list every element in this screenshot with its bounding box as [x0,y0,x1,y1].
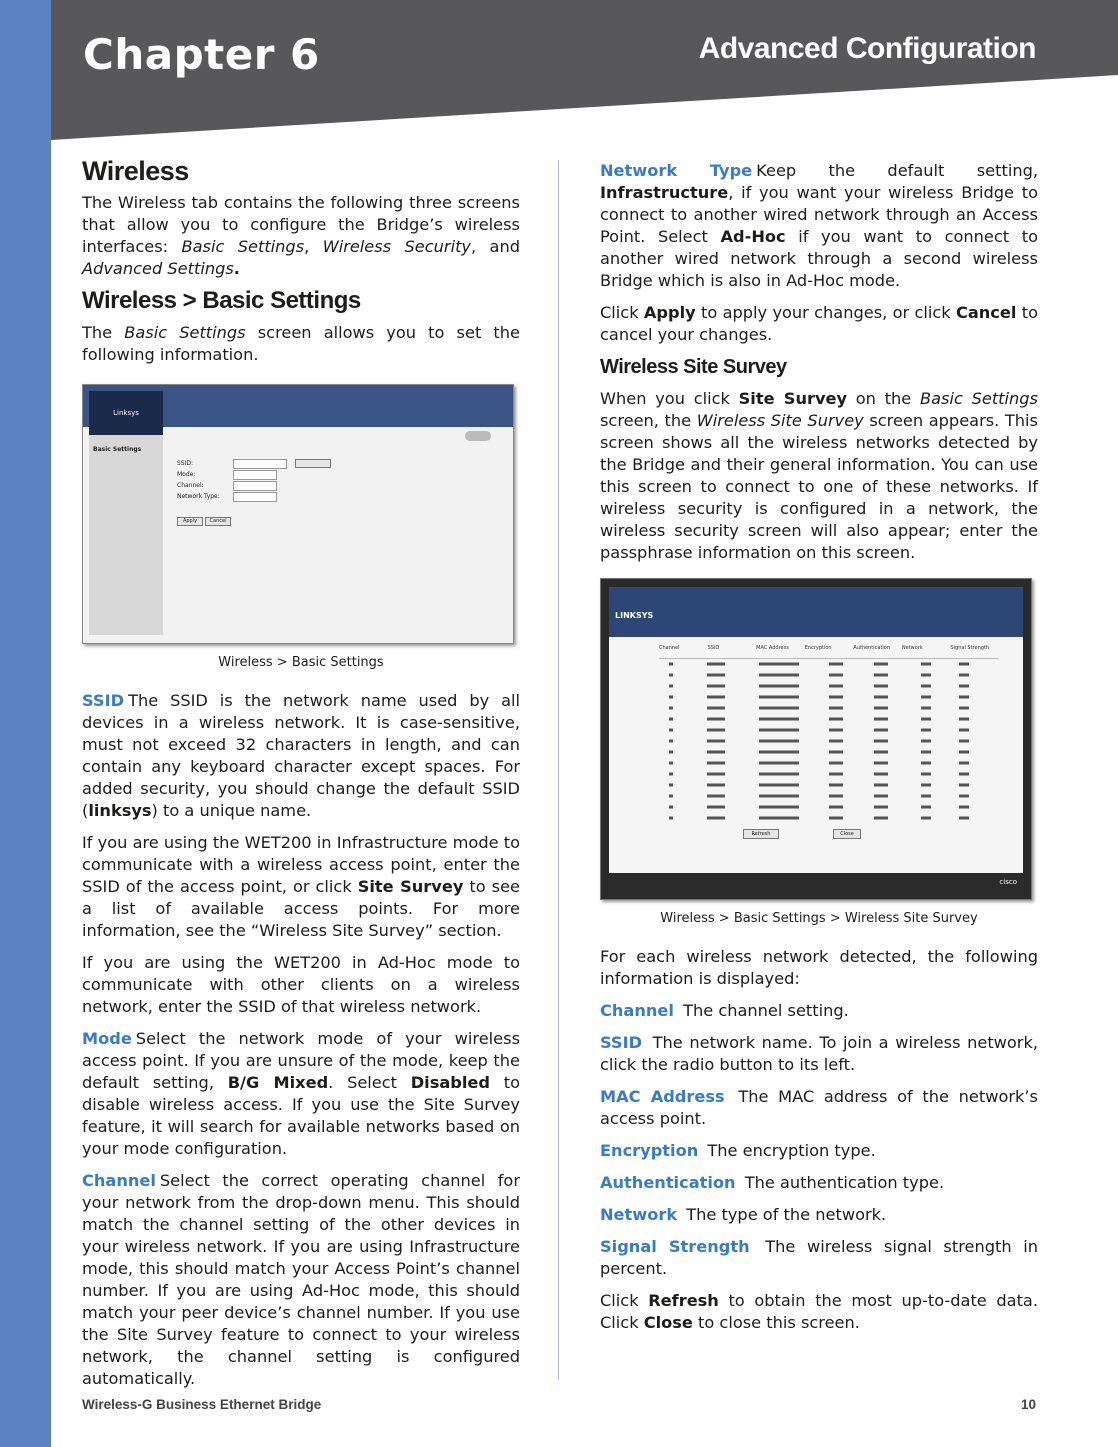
table-cell [759,718,799,721]
adhoc-paragraph: If you are using the WET200 in Ad-Hoc mode to communicate with other clients on a wireless network, enter the SSID of that wireless network. [82,953,520,1016]
site-survey-screenshot [600,578,1032,900]
channel-definition: Channel Select the correct operating channel for your network from the drop-down menu. This should match the channel setting of the other devices in your wireless network. If you are using Infrastructure mode, this should match your Access Point’s channel number. If you are using Ad-Hoc mode, this should match your peer device’s channel number. If you use the Site Survey feature to connect to your wireless network, the channel setting is configured automatically. [82,1171,520,1388]
table-cell [829,696,843,699]
table-cell [959,806,969,809]
table-cell [874,784,888,787]
channel-select [233,481,277,491]
ssid-field [233,459,287,469]
table-cell [921,696,931,699]
table-cell [707,817,725,820]
table-cell [669,729,673,732]
table-cell [759,707,799,710]
table-cell [921,751,931,754]
linksys-logo: LINKSYS [615,611,654,620]
table-cell [669,663,673,666]
cancel-button: Cancel [205,517,231,526]
survey-table-header: Channel SSID MAC Address Encryption Authentication Network Signal Strength [659,645,990,651]
table-cell [921,784,931,787]
mode-select [233,470,277,480]
table-cell [707,806,725,809]
table-cell [959,817,969,820]
table-cell [959,795,969,798]
basic-settings-screenshot [82,384,514,644]
table-cell [874,773,888,776]
table-cell [921,806,931,809]
table-cell [874,707,888,710]
table-cell [921,718,931,721]
figure-caption: Wireless > Basic Settings > Wireless Site Survey [660,911,978,926]
table-cell [707,685,725,688]
table-cell [707,773,725,776]
table-cell [921,663,931,666]
table-cell [707,751,725,754]
page-number: 10 [1020,1397,1036,1412]
table-cell [829,674,843,677]
table-cell [669,674,673,677]
definition-network: Network The type of the network. [600,1205,887,1224]
table-cell [921,729,931,732]
table-cell [669,751,673,754]
screenshot-inner [609,587,1023,873]
sidebar-stripe [0,0,51,1447]
table-cell [707,707,725,710]
table-cell [669,696,673,699]
definition-authentication: Authentication The authentication type. [600,1173,945,1192]
table-cell [959,663,969,666]
basic-settings-intro: The Basic Settings screen allows you to set the following information. [82,323,520,364]
table-cell [959,762,969,765]
infrastructure-paragraph: If you are using the WET200 in Infrastructure mode to communicate with a wireless access point, enter the SSID of the access point, or click Site Survey to see a list of available access points. For more information, see the “Wireless Site Survey” section. [82,833,520,940]
help-button [465,431,491,441]
table-cell [829,751,843,754]
table-cell [707,663,725,666]
table-cell [707,795,725,798]
table-cell [669,784,673,787]
site-survey-button [295,459,331,468]
table-cell [874,696,888,699]
table-cell [829,795,843,798]
table-cell [874,817,888,820]
table-cell [874,729,888,732]
section-heading-site-survey: Wireless Site Survey [600,356,787,378]
apply-cancel-paragraph: Click Apply to apply your changes, or click Cancel to cancel your changes. [600,303,1038,344]
column-divider [558,160,559,1380]
right-column [600,160,1038,1344]
figure-basic-settings [82,384,520,674]
screenshot-form: SSID: Mode: Channel: Network Type: [177,460,220,500]
footer-product-name: Wireless-G Business Ethernet Bridge [82,1397,322,1412]
definition-mac-address: MAC Address The MAC address of the network’s access point. [600,1087,1038,1128]
table-cell [759,751,799,754]
definition-ssid: SSID The network name. To join a wireless network, click the radio button to its left. [600,1033,1038,1074]
chapter-number: Chapter 6 [83,30,320,79]
screenshot-left-panel: Basic Settings [89,435,163,635]
definition-channel: Channel The channel setting. [600,1001,849,1020]
table-cell [829,773,843,776]
table-cell [707,718,725,721]
each-network-paragraph: For each wireless network detected, the following information is displayed: [600,947,1038,988]
table-cell [959,773,969,776]
table-cell [959,740,969,743]
table-cell [669,817,673,820]
network-type-definition: Network Type Keep the default setting, Infrastructure, if you want your wireless Bridge to connect to another wired network through an Access Point. Select Ad-Hoc if you want to connect to another wired network through a second wireless Bridge which is also in Ad-Hoc mode. [600,161,1038,290]
table-cell [759,674,799,677]
table-cell [874,674,888,677]
table-cell [921,817,931,820]
table-cell [959,751,969,754]
table-cell [829,663,843,666]
table-cell [959,718,969,721]
definition-signal-strength: Signal Strength The wireless signal strength in percent. [600,1237,1038,1278]
table-cell [959,729,969,732]
table-cell [669,762,673,765]
table-cell [874,663,888,666]
table-cell [829,762,843,765]
table-cell [707,696,725,699]
table-cell [874,740,888,743]
table-cell [959,784,969,787]
table-cell [921,773,931,776]
section-heading-basic-settings: Wireless > Basic Settings [82,287,361,314]
table-cell [874,751,888,754]
figure-site-survey [600,578,1038,930]
close-button: Close [833,829,861,839]
table-cell [759,663,799,666]
section-heading-wireless: Wireless [82,156,189,186]
table-cell [959,674,969,677]
definition-encryption: Encryption The encryption type. [600,1141,876,1160]
figure-caption: Wireless > Basic Settings [218,655,384,670]
cisco-logo: cisco [999,878,1017,886]
table-cell [669,773,673,776]
table-cell [829,718,843,721]
table-cell [759,696,799,699]
table-cell [921,674,931,677]
table-cell [874,762,888,765]
table-cell [829,784,843,787]
table-cell [759,784,799,787]
site-survey-intro: When you click Site Survey on the Basic Settings screen, the Wireless Site Survey screen appears. This screen shows all the wireless networks detected by the Bridge and their general information. You can use this screen to connect to one of these networks. If wireless security is configured in a network, the wireless security screen will also appear; enter the passphrase information on this screen. [600,389,1038,562]
network-type-select [233,492,277,502]
table-cell [707,729,725,732]
table-cell [669,806,673,809]
ssid-definition: SSID The SSID is the network name used by all devices in a wireless network. It is case-sensitive, must not exceed 32 characters in length, and can contain any keyboard character except spaces. For added security, you should change the default SSID (linksys) to a unique name. [82,691,520,820]
wireless-intro: The Wireless tab contains the following three screens that allow you to configure the Bridge’s wireless interfaces: Basic Settings, Wireless Security, and Advanced Settings. [82,193,520,278]
refresh-close-paragraph: Click Refresh to obtain the most up-to-date data. Click Close to close this screen. [600,1291,1038,1332]
table-cell [959,707,969,710]
table-cell [669,795,673,798]
chapter-title: Advanced Configuration [698,32,1036,65]
table-cell [829,685,843,688]
table-cell [759,762,799,765]
mode-definition: Mode Select the network mode of your wireless access point. If you are unsure of the mode, keep the default setting, B/G Mixed. Select Disabled to disable wireless access. If you use the Site Survey feature, it will search for available networks based on your mode configuration. [82,1029,520,1158]
table-cell [829,806,843,809]
table-cell [759,685,799,688]
survey-table-rows [659,654,999,824]
linksys-logo: Linksys [89,391,163,435]
table-cell [921,795,931,798]
table-cell [829,729,843,732]
table-cell [959,696,969,699]
table-cell [874,806,888,809]
table-cell [829,740,843,743]
table-cell [829,707,843,710]
table-cell [759,773,799,776]
table-cell [759,729,799,732]
table-cell [669,718,673,721]
survey-table [659,643,999,829]
table-cell [759,817,799,820]
table-cell [921,762,931,765]
table-cell [669,685,673,688]
table-cell [759,740,799,743]
table-cell [707,784,725,787]
table-cell [874,718,888,721]
table-cell [829,817,843,820]
table-cell [874,795,888,798]
apply-button: Apply [177,517,203,526]
table-cell [921,740,931,743]
table-cell [921,707,931,710]
left-column [82,156,520,1400]
table-cell [759,806,799,809]
table-cell [874,685,888,688]
table-cell [759,795,799,798]
table-cell [707,762,725,765]
table-cell [669,740,673,743]
table-cell [669,707,673,710]
screenshot-top-bar [609,587,1023,637]
refresh-button: Refresh [743,829,779,839]
table-cell [959,685,969,688]
table-cell [707,740,725,743]
table-cell [921,685,931,688]
table-cell [707,674,725,677]
